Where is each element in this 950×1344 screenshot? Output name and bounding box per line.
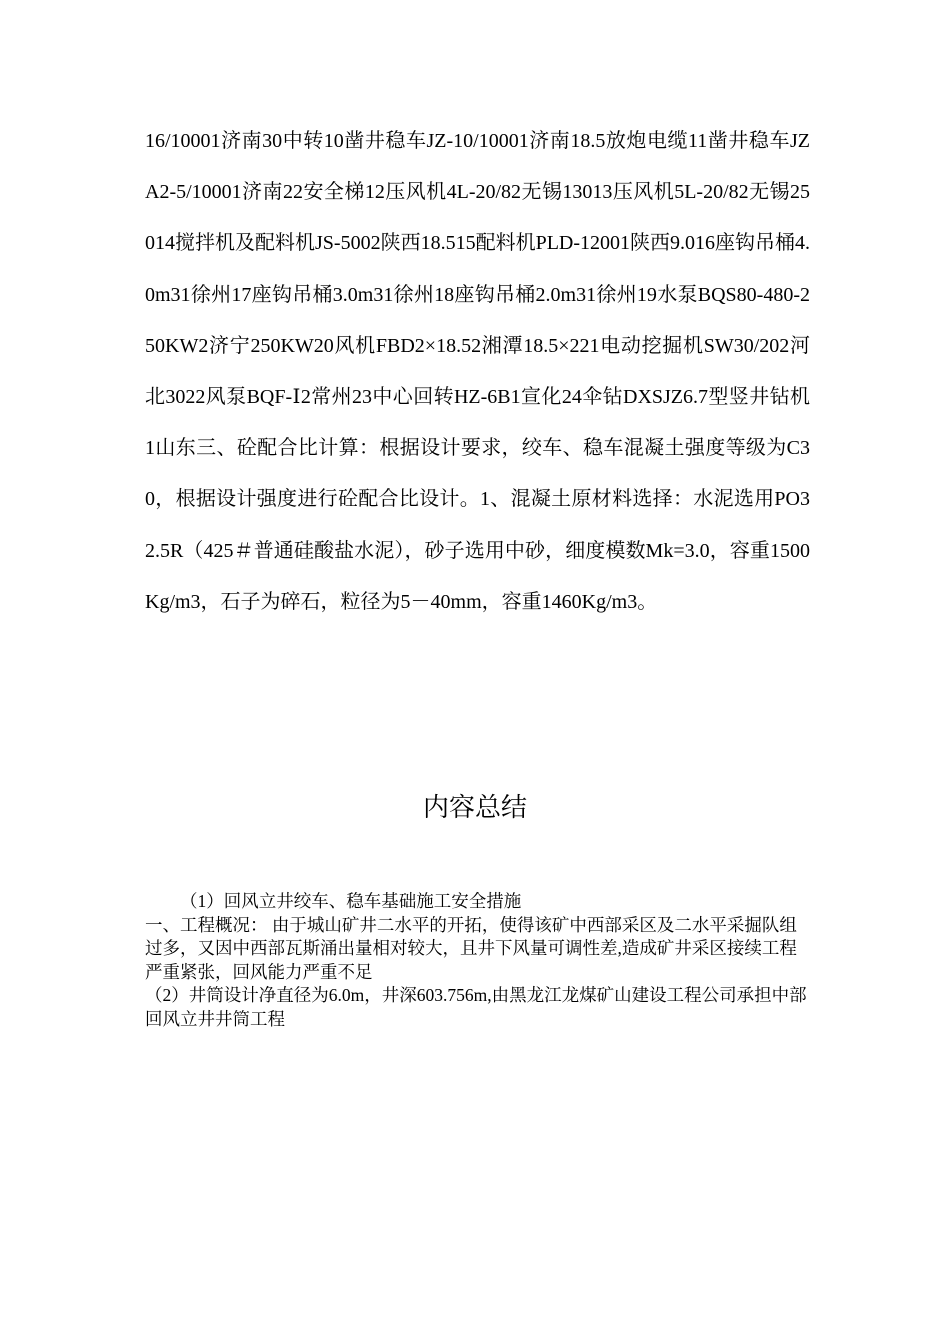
summary-item-2: 一、工程概况： 由于城山矿井二水平的开拓，使得该矿中西部采区及二水平采掘队组过多，又因中西部瓦斯涌出量相对较大，且井下风量可调性差,造成矿井采区接续工程严重紧张，回风能力严重不足 xyxy=(145,914,797,982)
summary-section xyxy=(145,890,810,1031)
summary-title: 内容总结 xyxy=(422,793,527,822)
summary-item-3: （2）井筒设计净直径为6.0m，井深603.756m,由黑龙江龙煤矿山建设工程公司承担中部回风立井井筒工程 xyxy=(145,985,807,1029)
summary-item-1: （1）回风立井绞车、稳车基础施工安全措施 xyxy=(180,891,522,911)
body-paragraph: 16/10001济南30中转10凿井稳车JZ-10/10001济南18.5放炮电缆11凿井稳车JZA2-5/10001济南22安全梯12压风机4L-20/82无锡13013压风机5L-20/82无锡25014搅拌机及配料机JS-5002陕西18.515配料机PLD-12001陕西9.016座钩吊桶4.0m31徐州17座钩吊桶3.0m31徐州18座钩吊桶2.0m31徐州19水泵BQS80-480-250KW2济宁250KW20风机FBD2×18.52湘潭18.5×221电动挖掘机SW30/202河北3022风泵BQF-Ⅰ2常州23中心回转HZ-6B1宣化24伞钻DXSJZ6.7型竖井钻机1山东三、砼配合比计算：根据设计要求，绞车、稳车混凝土强度等级为C30，根据设计强度进行砼配合比设计。1、混凝土原材料选择：水泥选用PO32.5R（425＃普通硅酸盐水泥），砂子选用中砂，细度模数Mk=3.0，容重1500Kg/m3，石子为碎石，粒径为5－40mm，容重1460Kg/m3。 xyxy=(145,130,811,613)
